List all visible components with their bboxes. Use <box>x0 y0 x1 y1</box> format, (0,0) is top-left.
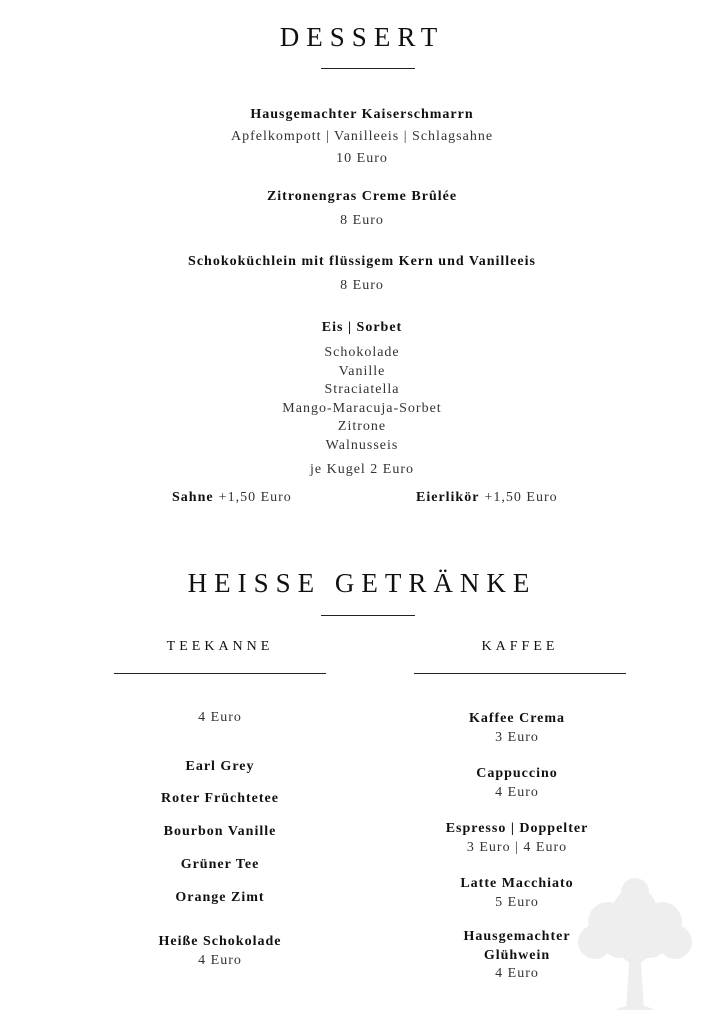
coffee-item-price: 3 Euro <box>495 730 539 745</box>
dessert-item-price: 8 Euro <box>340 278 384 293</box>
tea-item: Earl Grey <box>185 759 255 774</box>
coffee-item-price: 3 Euro | 4 Euro <box>466 840 568 855</box>
ice-price: je Kugel 2 Euro <box>309 462 415 477</box>
dessert-item-title: Zitronengras Creme Brûlée <box>266 189 458 204</box>
dessert-item-kaiserschmarrn <box>0 104 724 170</box>
tree-watermark-icon <box>560 870 710 1020</box>
tea-price: 4 Euro <box>198 710 242 725</box>
coffee-item <box>414 709 620 747</box>
dessert-item-desc: Apfelkompott | Vanilleeis | Schlagsahne <box>230 129 494 144</box>
coffee-item-name: Cappuccino <box>476 766 558 781</box>
coffee-item-name: Hausgemachter <box>463 929 571 944</box>
dessert-divider <box>321 68 415 69</box>
dessert-item-title: Schokoküchlein mit flüssigem Kern und Vanilleeis <box>188 254 536 269</box>
coffee-item-name: Espresso | Doppelter <box>445 821 589 836</box>
extra-eierlikoer <box>416 486 558 506</box>
extra-price: +1,50 Euro <box>484 490 558 505</box>
coffee-item-price: 5 Euro <box>495 895 539 910</box>
tea-heading: TEEKANNE <box>166 639 274 654</box>
ice-section <box>0 318 724 480</box>
dessert-item-creme-brulee <box>0 186 724 232</box>
tea-item: Bourbon Vanille <box>163 824 277 839</box>
coffee-item-name: Latte Macchiato <box>460 876 574 891</box>
ice-flavor: Schokolade <box>324 345 400 360</box>
ice-title: Eis | Sorbet <box>321 320 403 335</box>
extra-name: Sahne <box>172 490 214 505</box>
dessert-item-price: 10 Euro <box>336 151 388 166</box>
hot-chocolate-name: Heiße Schokolade <box>158 934 282 949</box>
coffee-item-price: 4 Euro <box>495 966 539 981</box>
dessert-item-schokokuechlein <box>0 251 724 297</box>
hot-drinks-heading: HEISSE GETRÄNKE <box>187 568 537 598</box>
extra-name: Eierlikör <box>416 490 480 505</box>
hot-drinks-divider <box>321 615 415 616</box>
ice-flavor: Zitrone <box>337 419 387 434</box>
tea-item: Grüner Tee <box>180 857 260 872</box>
coffee-item <box>414 764 620 802</box>
hot-chocolate <box>114 932 326 970</box>
hot-chocolate-price: 4 Euro <box>198 953 242 968</box>
tea-item: Orange Zimt <box>175 890 265 905</box>
dessert-item-price: 8 Euro <box>340 213 384 228</box>
extra-price: +1,50 Euro <box>218 490 292 505</box>
coffee-heading: KAFFEE <box>481 639 559 654</box>
ice-flavor: Straciatella <box>324 382 400 397</box>
tea-divider <box>114 673 326 674</box>
ice-flavor: Walnusseis <box>325 437 399 453</box>
coffee-divider <box>414 673 626 674</box>
coffee-item-price: 4 Euro <box>495 785 539 800</box>
tea-item: Roter Früchtetee <box>161 791 279 806</box>
ice-flavor: Vanille <box>338 363 386 379</box>
dessert-heading: DESSERT <box>279 22 445 52</box>
coffee-item-name-line2: Glühwein <box>483 947 551 963</box>
coffee-item <box>414 819 620 857</box>
ice-flavor: Mango-Maracuja-Sorbet <box>282 400 442 416</box>
dessert-item-title: Hausgemachter Kaiserschmarrn <box>250 107 474 122</box>
coffee-item-name: Kaffee Crema <box>468 711 566 726</box>
extra-sahne <box>172 486 292 506</box>
